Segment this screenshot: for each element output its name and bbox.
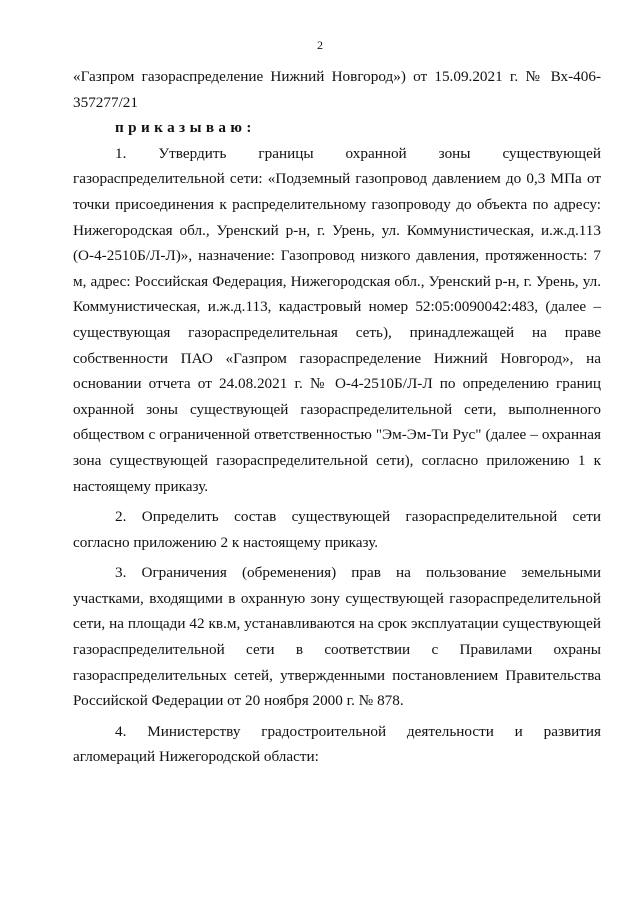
- document-body: [73, 64, 601, 770]
- order-heading: приказываю:: [115, 119, 256, 137]
- paragraph-1: 1. Утвердить границы охранной зоны существующей газораспределительной сети: «Подземный газопровод давлением до 0,3 МПа от точки присоединения к распределительному газопроводу до объекта по адресу: Нижегородская обл., Уренский р-н, г. Урень, ул. Коммунистическая, и.ж.д.113 (О-4-2510Б/Л-Л)», назначение: Газопровод низкого давления, протяженность: 7 м, адрес: Российская Федерация, Нижегородская обл., Уренский р-н, г. Урень, ул. Коммунистическая, и.ж.д.113, кадастровый номер 52:05:0090042:483, (далее – существующая газораспределительная сеть), принадлежащей на праве собственности ПАО «Газпром газораспределение Нижний Новгород», на основании отчета от 24.08.2021 г. № О-4-2510Б/Л-Л по определению границ охранной зоны существующей газораспределительной сети, выполненного обществом с ограниченной ответственностью "Эм-Эм-Ти Рус" (далее – охранная зона существующей газораспределительной сети), согласно приложению 1 к настоящему приказу.: [73, 144, 601, 495]
- paragraph-4: 4. Министерству градостроительной деятельности и развития агломераций Нижегородской области:: [73, 722, 601, 766]
- page-number: 2: [317, 38, 323, 52]
- paragraph-3: 3. Ограничения (обременения) прав на пользование земельными участками, входящими в охранную зону существующей газораспределительной сети, на площади 42 кв.м, устанавливаются на срок эксплуатации существующей газораспределительной сети в соответствии с Правилами охраны газораспределительных сетей, утвержденными постановлением Правительства Российской Федерации от 20 ноября 2000 г. № 878.: [73, 564, 601, 710]
- paragraph-2: 2. Определить состав существующей газораспределительной сети согласно приложению 2 к настоящему приказу.: [73, 508, 601, 551]
- intro-paragraph: «Газпром газораспределение Нижний Новгород») от 15.09.2021 г. № Вх-406-357277/21: [73, 68, 601, 111]
